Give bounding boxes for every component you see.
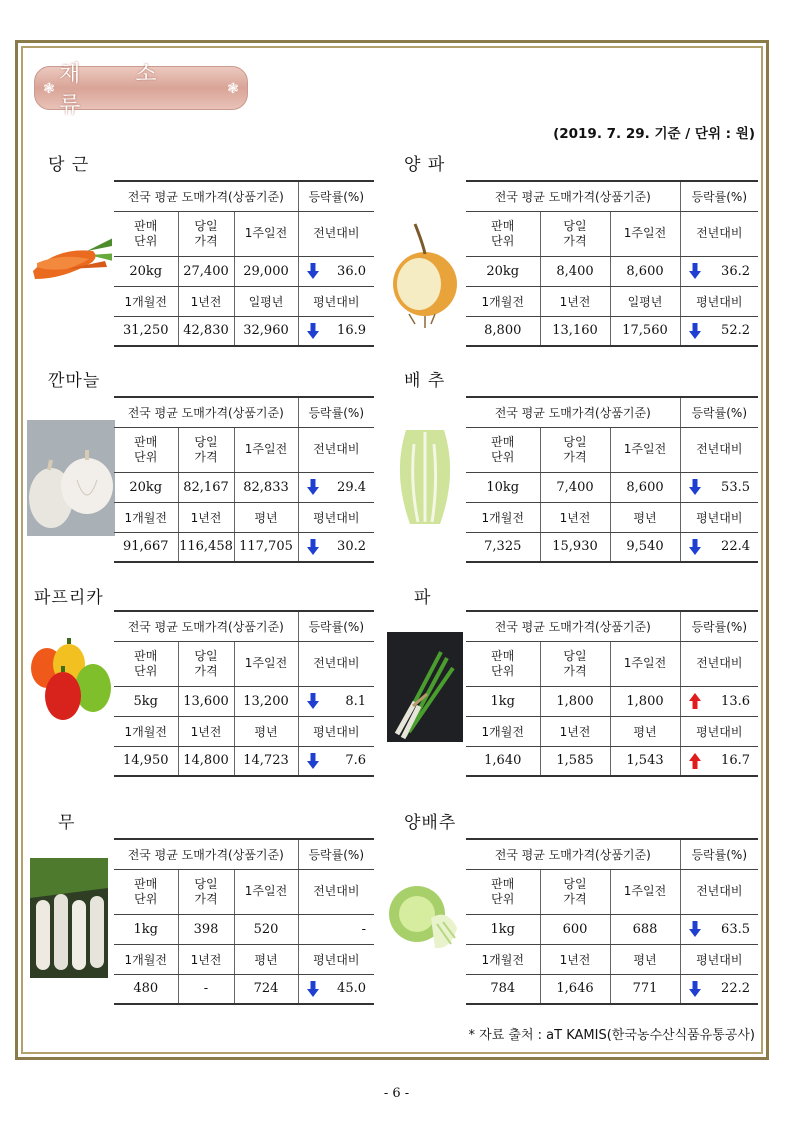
header-rate: 등락률(%) bbox=[298, 611, 374, 641]
col-avg: 평년 bbox=[610, 716, 680, 746]
source-note: * 자료 출처 : aT KAMIS(한국농수산식품유통공사) bbox=[468, 1028, 755, 1043]
val-avg: 9,540 bbox=[610, 532, 680, 562]
col-yoy: 전년대비 bbox=[298, 869, 374, 914]
item-name: 당 근 bbox=[48, 155, 90, 175]
val-yoy: 13.6 bbox=[680, 686, 758, 716]
col-yoy: 전년대비 bbox=[680, 211, 758, 256]
header-main: 전국 평균 도매가격(상품기준) bbox=[466, 839, 680, 869]
col-avg: 평년 bbox=[234, 716, 298, 746]
val-today: 82,167 bbox=[178, 472, 234, 502]
val-week: 8,600 bbox=[610, 256, 680, 286]
snowflake-ornament-icon: ❃ bbox=[43, 81, 55, 97]
val-month: 8,800 bbox=[466, 316, 540, 346]
col-yoy: 전년대비 bbox=[680, 869, 758, 914]
val-week: 1,800 bbox=[610, 686, 680, 716]
val-year: 1,646 bbox=[540, 974, 610, 1004]
col-today: 당일 가격 bbox=[178, 427, 234, 472]
val-month: 784 bbox=[466, 974, 540, 1004]
col-week: 1주일전 bbox=[234, 869, 298, 914]
val-avg: 1,543 bbox=[610, 746, 680, 776]
col-month: 1개월전 bbox=[466, 502, 540, 532]
val-year: 14,800 bbox=[178, 746, 234, 776]
val-unit: 10kg bbox=[466, 472, 540, 502]
carrot-photo bbox=[27, 203, 112, 303]
val-unit: 20kg bbox=[466, 256, 540, 286]
price-table bbox=[466, 838, 758, 1005]
val-avg: 117,705 bbox=[234, 532, 298, 562]
header-main: 전국 평균 도매가격(상품기준) bbox=[114, 839, 298, 869]
col-unit: 판매 단위 bbox=[466, 869, 540, 914]
val-yoy: 36.0 bbox=[298, 256, 374, 286]
val-yoy: 36.2 bbox=[680, 256, 758, 286]
paprika-photo bbox=[27, 628, 115, 724]
val-unit: 1kg bbox=[114, 914, 178, 944]
price-table bbox=[114, 396, 374, 563]
col-today: 당일 가격 bbox=[178, 211, 234, 256]
col-vs-avg: 평년대비 bbox=[680, 502, 758, 532]
val-unit: 20kg bbox=[114, 256, 178, 286]
val-year: 1,585 bbox=[540, 746, 610, 776]
val-week: 520 bbox=[234, 914, 298, 944]
val-month: 91,667 bbox=[114, 532, 178, 562]
col-month: 1개월전 bbox=[114, 286, 178, 316]
val-avg: 32,960 bbox=[234, 316, 298, 346]
col-today: 당일 가격 bbox=[540, 869, 610, 914]
col-month: 1개월전 bbox=[114, 716, 178, 746]
cabbage-photo bbox=[387, 868, 463, 968]
col-week: 1주일전 bbox=[234, 641, 298, 686]
val-vs-avg: 16.7 bbox=[680, 746, 758, 776]
col-today: 당일 가격 bbox=[178, 869, 234, 914]
val-vs-avg: 22.2 bbox=[680, 974, 758, 1004]
price-table bbox=[114, 610, 374, 777]
item-name: 배 추 bbox=[404, 371, 446, 391]
col-vs-avg: 평년대비 bbox=[680, 716, 758, 746]
col-vs-avg: 평년대비 bbox=[298, 944, 374, 974]
val-avg: 771 bbox=[610, 974, 680, 1004]
val-year: 15,930 bbox=[540, 532, 610, 562]
col-year: 1년전 bbox=[178, 716, 234, 746]
col-unit: 판매 단위 bbox=[114, 641, 178, 686]
val-today: 1,800 bbox=[540, 686, 610, 716]
col-month: 1개월전 bbox=[466, 944, 540, 974]
snowflake-ornament-icon: ❃ bbox=[227, 81, 239, 97]
val-vs-avg: 7.6 bbox=[298, 746, 374, 776]
val-today: 27,400 bbox=[178, 256, 234, 286]
col-year: 1년전 bbox=[178, 944, 234, 974]
header-main: 전국 평균 도매가격(상품기준) bbox=[466, 397, 680, 427]
val-month: 31,250 bbox=[114, 316, 178, 346]
col-unit: 판매 단위 bbox=[114, 869, 178, 914]
onion-photo bbox=[385, 204, 462, 332]
val-vs-avg: 22.4 bbox=[680, 532, 758, 562]
header-rate: 등락률(%) bbox=[680, 181, 758, 211]
val-today: 600 bbox=[540, 914, 610, 944]
col-today: 당일 가격 bbox=[540, 211, 610, 256]
price-table bbox=[466, 610, 758, 777]
col-month: 1개월전 bbox=[466, 286, 540, 316]
header-rate: 등락률(%) bbox=[298, 397, 374, 427]
col-today: 당일 가격 bbox=[540, 641, 610, 686]
col-avg: 평년 bbox=[234, 502, 298, 532]
val-year: - bbox=[178, 974, 234, 1004]
col-year: 1년전 bbox=[178, 502, 234, 532]
val-month: 480 bbox=[114, 974, 178, 1004]
val-today: 8,400 bbox=[540, 256, 610, 286]
napa-cabbage-photo bbox=[388, 424, 462, 532]
val-year: 116,458 bbox=[178, 532, 234, 562]
col-vs-avg: 평년대비 bbox=[298, 716, 374, 746]
header-main: 전국 평균 도매가격(상품기준) bbox=[466, 611, 680, 641]
col-vs-avg: 평년대비 bbox=[680, 944, 758, 974]
section-title: 채 소 류 bbox=[59, 62, 181, 118]
header-main: 전국 평균 도매가격(상품기준) bbox=[114, 181, 298, 211]
col-month: 1개월전 bbox=[466, 716, 540, 746]
col-today: 당일 가격 bbox=[178, 641, 234, 686]
col-week: 1주일전 bbox=[610, 211, 680, 256]
col-vs-avg: 평년대비 bbox=[298, 502, 374, 532]
header-rate: 등락률(%) bbox=[680, 839, 758, 869]
val-week: 8,600 bbox=[610, 472, 680, 502]
val-year: 13,160 bbox=[540, 316, 610, 346]
garlic-photo bbox=[27, 420, 115, 536]
val-today: 13,600 bbox=[178, 686, 234, 716]
col-yoy: 전년대비 bbox=[298, 427, 374, 472]
col-month: 1개월전 bbox=[114, 502, 178, 532]
val-yoy: 53.5 bbox=[680, 472, 758, 502]
val-yoy: 8.1 bbox=[298, 686, 374, 716]
header-main: 전국 평균 도매가격(상품기준) bbox=[114, 611, 298, 641]
val-unit: 1kg bbox=[466, 914, 540, 944]
col-week: 1주일전 bbox=[610, 869, 680, 914]
col-yoy: 전년대비 bbox=[298, 211, 374, 256]
item-name: 파프리카 bbox=[34, 588, 104, 608]
col-unit: 판매 단위 bbox=[466, 641, 540, 686]
col-week: 1주일전 bbox=[610, 641, 680, 686]
col-vs-avg: 평년대비 bbox=[298, 286, 374, 316]
val-today: 398 bbox=[178, 914, 234, 944]
item-name: 양 파 bbox=[404, 155, 446, 175]
date-unit-note: (2019. 7. 29. 기준 / 단위 : 원) bbox=[553, 126, 755, 142]
col-month: 1개월전 bbox=[114, 944, 178, 974]
val-week: 29,000 bbox=[234, 256, 298, 286]
item-name: 파 bbox=[414, 588, 432, 608]
col-year: 1년전 bbox=[178, 286, 234, 316]
col-vs-avg: 평년대비 bbox=[680, 286, 758, 316]
val-avg: 724 bbox=[234, 974, 298, 1004]
col-unit: 판매 단위 bbox=[114, 211, 178, 256]
col-avg: 평년 bbox=[610, 944, 680, 974]
val-unit: 1kg bbox=[466, 686, 540, 716]
val-vs-avg: 16.9 bbox=[298, 316, 374, 346]
val-week: 82,833 bbox=[234, 472, 298, 502]
header-main: 전국 평균 도매가격(상품기준) bbox=[466, 181, 680, 211]
val-month: 1,640 bbox=[466, 746, 540, 776]
col-avg: 일평년 bbox=[610, 286, 680, 316]
val-month: 14,950 bbox=[114, 746, 178, 776]
price-table bbox=[114, 180, 374, 347]
col-unit: 판매 단위 bbox=[114, 427, 178, 472]
val-month: 7,325 bbox=[466, 532, 540, 562]
price-table bbox=[466, 396, 758, 563]
col-yoy: 전년대비 bbox=[298, 641, 374, 686]
col-year: 1년전 bbox=[540, 716, 610, 746]
col-year: 1년전 bbox=[540, 944, 610, 974]
val-week: 13,200 bbox=[234, 686, 298, 716]
header-rate: 등락률(%) bbox=[680, 397, 758, 427]
col-avg: 평년 bbox=[234, 944, 298, 974]
val-vs-avg: 45.0 bbox=[298, 974, 374, 1004]
header-rate: 등락률(%) bbox=[298, 181, 374, 211]
col-week: 1주일전 bbox=[234, 427, 298, 472]
val-yoy: 63.5 bbox=[680, 914, 758, 944]
val-week: 688 bbox=[610, 914, 680, 944]
green-onion-photo bbox=[387, 632, 463, 742]
page-number: - 6 - bbox=[383, 1086, 410, 1101]
col-yoy: 전년대비 bbox=[680, 427, 758, 472]
header-rate: 등락률(%) bbox=[680, 611, 758, 641]
item-name: 무 bbox=[58, 813, 76, 833]
col-avg: 평년 bbox=[610, 502, 680, 532]
col-week: 1주일전 bbox=[610, 427, 680, 472]
item-name: 깐마늘 bbox=[48, 371, 101, 391]
val-today: 7,400 bbox=[540, 472, 610, 502]
col-unit: 판매 단위 bbox=[466, 427, 540, 472]
item-name: 양배추 bbox=[404, 813, 457, 833]
header-rate: 등락률(%) bbox=[298, 839, 374, 869]
col-unit: 판매 단위 bbox=[466, 211, 540, 256]
price-table bbox=[466, 180, 758, 347]
col-year: 1년전 bbox=[540, 286, 610, 316]
val-yoy: - bbox=[298, 914, 374, 944]
val-unit: 5kg bbox=[114, 686, 178, 716]
price-table bbox=[114, 838, 374, 1005]
val-year: 42,830 bbox=[178, 316, 234, 346]
val-yoy: 29.4 bbox=[298, 472, 374, 502]
col-year: 1년전 bbox=[540, 502, 610, 532]
col-week: 1주일전 bbox=[234, 211, 298, 256]
col-avg: 일평년 bbox=[234, 286, 298, 316]
col-today: 당일 가격 bbox=[540, 427, 610, 472]
val-unit: 20kg bbox=[114, 472, 178, 502]
val-vs-avg: 30.2 bbox=[298, 532, 374, 562]
val-avg: 14,723 bbox=[234, 746, 298, 776]
val-vs-avg: 52.2 bbox=[680, 316, 758, 346]
col-yoy: 전년대비 bbox=[680, 641, 758, 686]
val-avg: 17,560 bbox=[610, 316, 680, 346]
header-main: 전국 평균 도매가격(상품기준) bbox=[114, 397, 298, 427]
radish-photo bbox=[30, 858, 108, 978]
section-banner bbox=[34, 62, 248, 118]
